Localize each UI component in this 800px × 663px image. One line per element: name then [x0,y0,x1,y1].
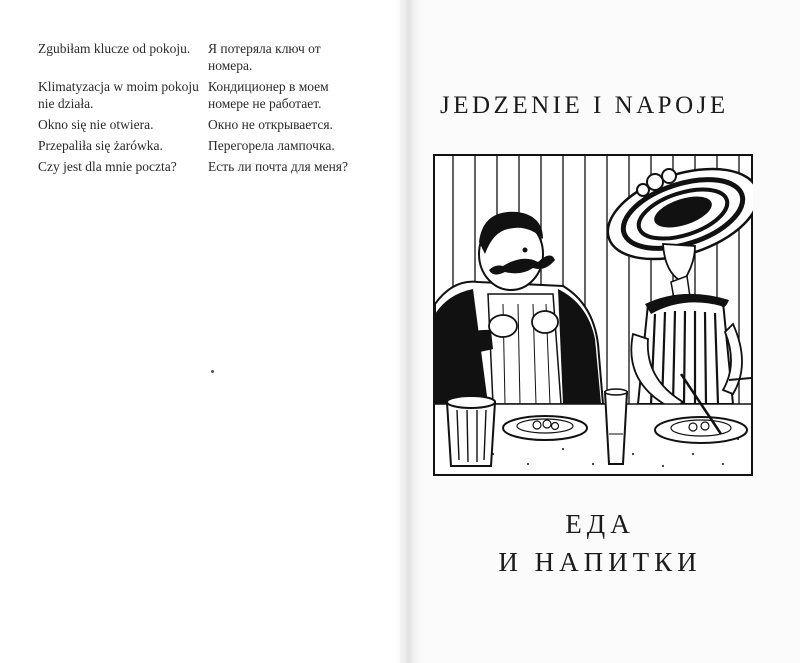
section-title-polish: JEDZENIE I NAPOJE [440,92,729,119]
polish-phrase: Przepaliła się żarówka. [38,138,163,153]
title-russian-line-2: И НАПИТКИ [498,547,702,577]
book-gutter [396,0,422,663]
phrase-row [38,40,378,74]
print-speck [211,370,214,373]
section-title-russian [440,505,760,581]
diners-illustration [433,154,753,476]
russian-phrase: Перегорела лампочка. [208,138,335,153]
phrase-row [38,158,378,175]
polish-phrase: Zgubiłam klucze od pokoju. [38,41,191,56]
russian-phrase: Кондиционер в моем номере не работает. [208,79,329,111]
polish-phrase: Klimatyzacja w moim pokoju nie działa. [38,79,199,111]
phrase-list [38,40,378,179]
russian-phrase: Окно не открывается. [208,117,333,132]
phrase-row [38,116,378,133]
russian-phrase: Я потеряла ключ от номера. [208,41,321,73]
title-russian-line-1: ЕДА [565,509,635,539]
polish-phrase: Czy jest dla mnie poczta? [38,159,177,174]
russian-phrase: Есть ли почта для меня? [208,159,349,174]
phrase-row [38,78,378,112]
polish-phrase: Okno się nie otwiera. [38,117,154,132]
phrase-row [38,137,378,154]
